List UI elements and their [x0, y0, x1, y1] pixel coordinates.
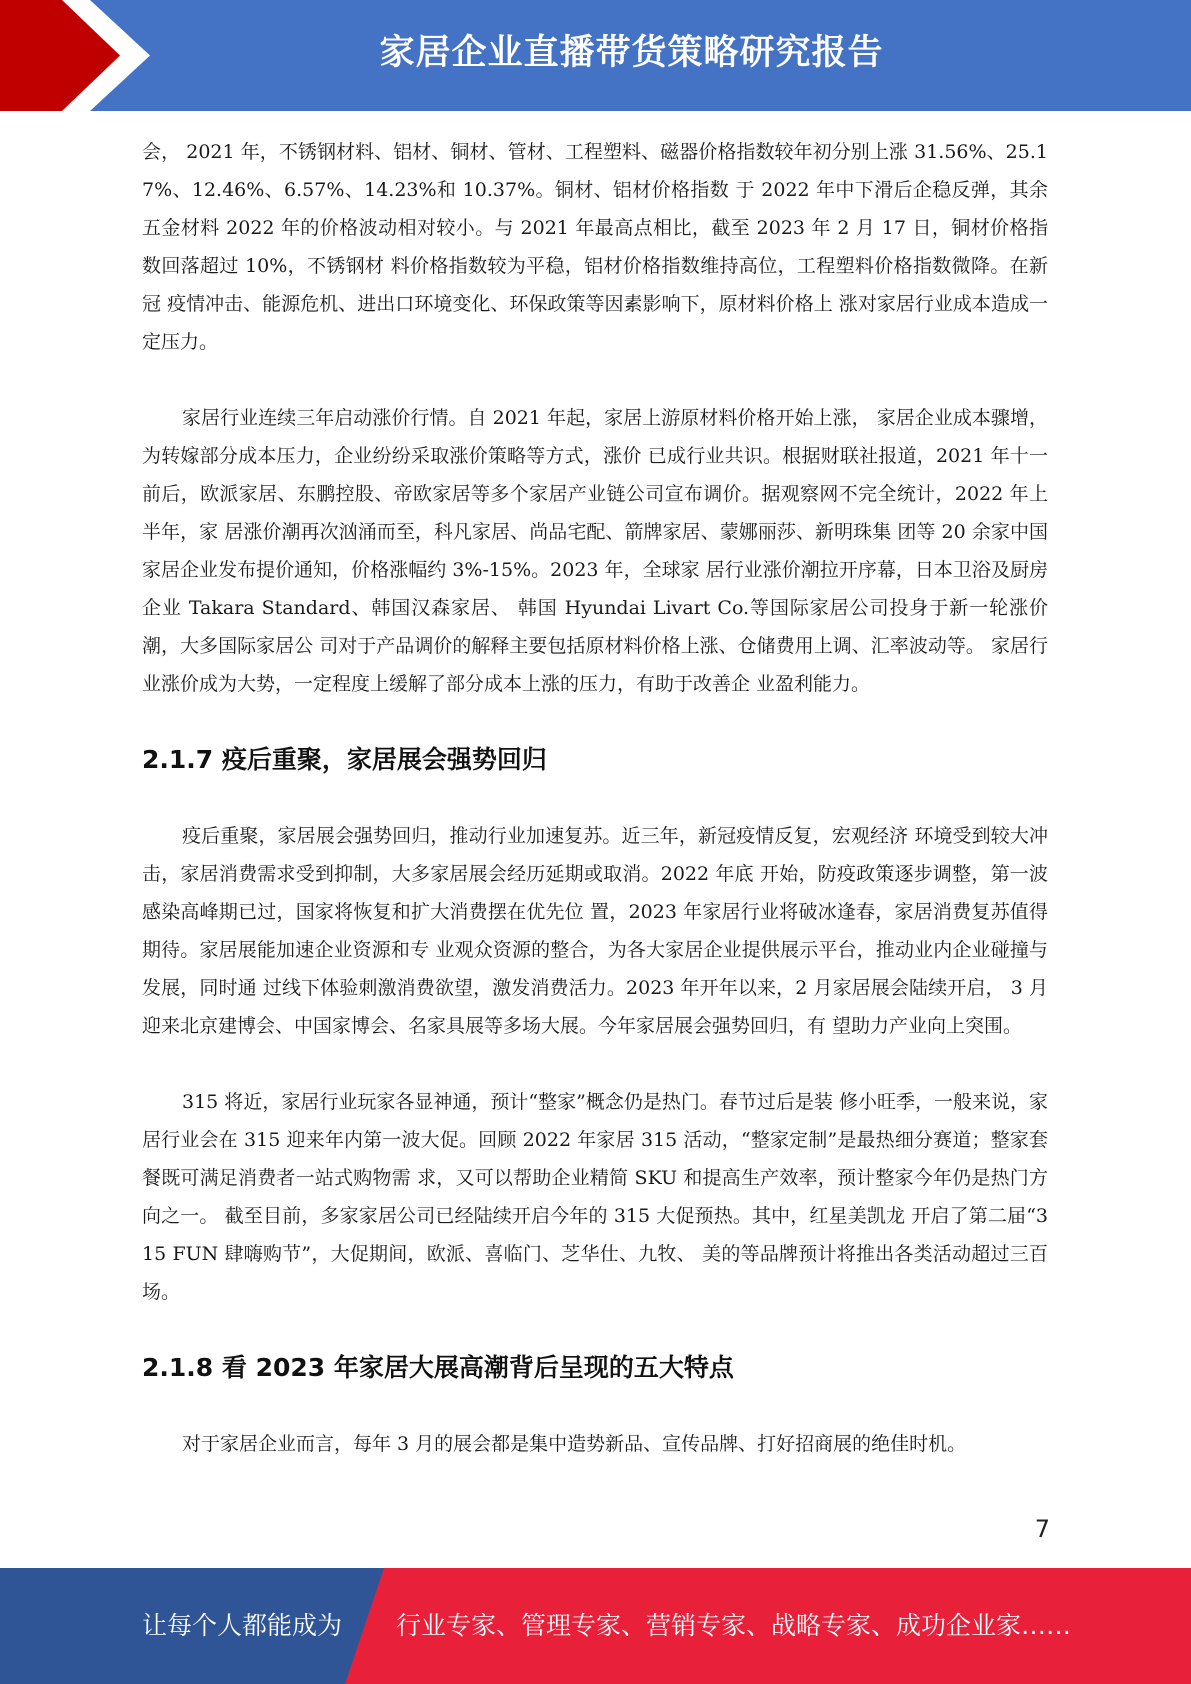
- footer-slogan-right: 行业专家、管理专家、营销专家、战略专家、成功企业家……: [396, 1611, 1072, 1640]
- page-number: 7: [1034, 1515, 1050, 1543]
- paragraph-price-rise: 家居行业连续三年启动涨价行情。自 2021 年起，家居上游原材料价格开始上涨， 家居企业成本骤增，为转嫁部分成本压力，企业纷纷采取涨价策略等方式，涨价 已成行业共识。根据财联社报道，2021 年十一前后，欧派家居、东鹏控股、帝欧家居等多个家居产业链公司宣布调价。据观察网不完全统计，2022 年上半年，家 居涨价潮再次汹涌而至，科凡家居、尚品宅配、箭牌家居、蒙娜丽莎、新明珠集 团等 20 余家中国家居企业发布提价通知，价格涨幅约 3%-15%。2023 年，全球家 居行业涨价潮拉开序幕，日本卫浴及厨房企业 Takara Standard、韩国汉森家居、 韩国 Hyundai Livart Co.等国际家居公司投身于新一轮涨价潮，大多国际家居公 司对于产品调价的解释主要包括原材料价格上涨、仓储费用上调、汇率波动等。 家居行业涨价成为大势，一定程度上缓解了部分成本上涨的压力，有助于改善企 业盈利能力。: [142, 407, 1048, 695]
- section-heading-2-1-8: 2.1.8 看 2023 年家居大展高潮背后呈现的五大特点: [142, 1353, 734, 1382]
- paragraph-gap: [142, 703, 1048, 741]
- paragraph-gap: [142, 1045, 1048, 1083]
- document-body: [142, 133, 1048, 1463]
- page-header: [0, 0, 1191, 111]
- paragraph-march-shows: 对于家居企业而言，每年 3 月的展会都是集中造势新品、宣传品牌、打好招商展的绝佳时机。: [182, 1433, 967, 1455]
- paragraph-exhibitions: 疫后重聚，家居展会强势回归，推动行业加速复苏。近三年，新冠疫情反复，宏观经济 环境受到较大冲击，家居消费需求受到抑制，大多家居展会经历延期或取消。2022 年底 开始，防疫政策逐步调整，第一波感染高峰期已过，国家将恢复和扩大消费摆在优先位 置，2023 年家居行业将破冰逢春，家居消费复苏值得期待。家居展能加速企业资源和专 业观众资源的整合，为各大家居企业提供展示平台，推动业内企业碰撞与发展，同时通 过线下体验刺激消费欲望，激发消费活力。2023 年开年以来，2 月家居展会陆续开启， 3 月迎来北京建博会、中国家博会、名家具展等多场大展。今年家居展会强势回归，有 望助力产业向上突围。: [142, 825, 1048, 1037]
- document-title: 家居企业直播带货策略研究报告: [379, 33, 884, 73]
- page-footer: [0, 1568, 1191, 1684]
- paragraph-gap: [142, 1387, 1048, 1425]
- footer-slogan-left: 让每个人都能成为: [142, 1611, 343, 1640]
- paragraph-gap: [142, 1311, 1048, 1349]
- paragraph-gap: [142, 779, 1048, 817]
- paragraph-raw-materials: 会， 2021 年，不锈钢材料、铝材、铜材、管材、工程塑料、磁器价格指数较年初分别上涨 31.56%、25.17%、12.46%、6.57%、14.23%和 10.37%。铜材、铝材价格指数 于 2022 年中下滑后企稳反弹，其余五金材料 2022 年的价格波动相对较小。与 2021 年最高点相比，截至 2023 年 2 月 17 日，铜材价格指数回落超过 10%，不锈钢材 料价格指数较为平稳，铝材价格指数维持高位，工程塑料价格指数微降。在新冠 疫情冲击、能源危机、进出口环境变化、环保政策等因素影响下，原材料价格上 涨对家居行业成本造成一定压力。: [142, 141, 1048, 353]
- section-heading-2-1-7: 2.1.7 疫后重聚，家居展会强势回归: [142, 745, 547, 774]
- paragraph-gap: [142, 361, 1048, 399]
- paragraph-315: 315 将近，家居行业玩家各显神通，预计“整家”概念仍是热门。春节过后是装 修小旺季，一般来说，家居行业会在 315 迎来年内第一波大促。回顾 2022 年家居 315 活动，“整家定制”是最热细分赛道；整家套餐既可满足消费者一站式购物需 求，又可以帮助企业精简 SKU 和提高生产效率，预计整家今年仍是热门方向之一。 截至目前，多家家居公司已经陆续开启今年的 315 大促预热。其中，红星美凯龙 开启了第二届“315 FUN 肆嗨购节”，大促期间，欧派、喜临门、芝华仕、九牧、 美的等品牌预计将推出各类活动超过三百场。: [142, 1091, 1048, 1303]
